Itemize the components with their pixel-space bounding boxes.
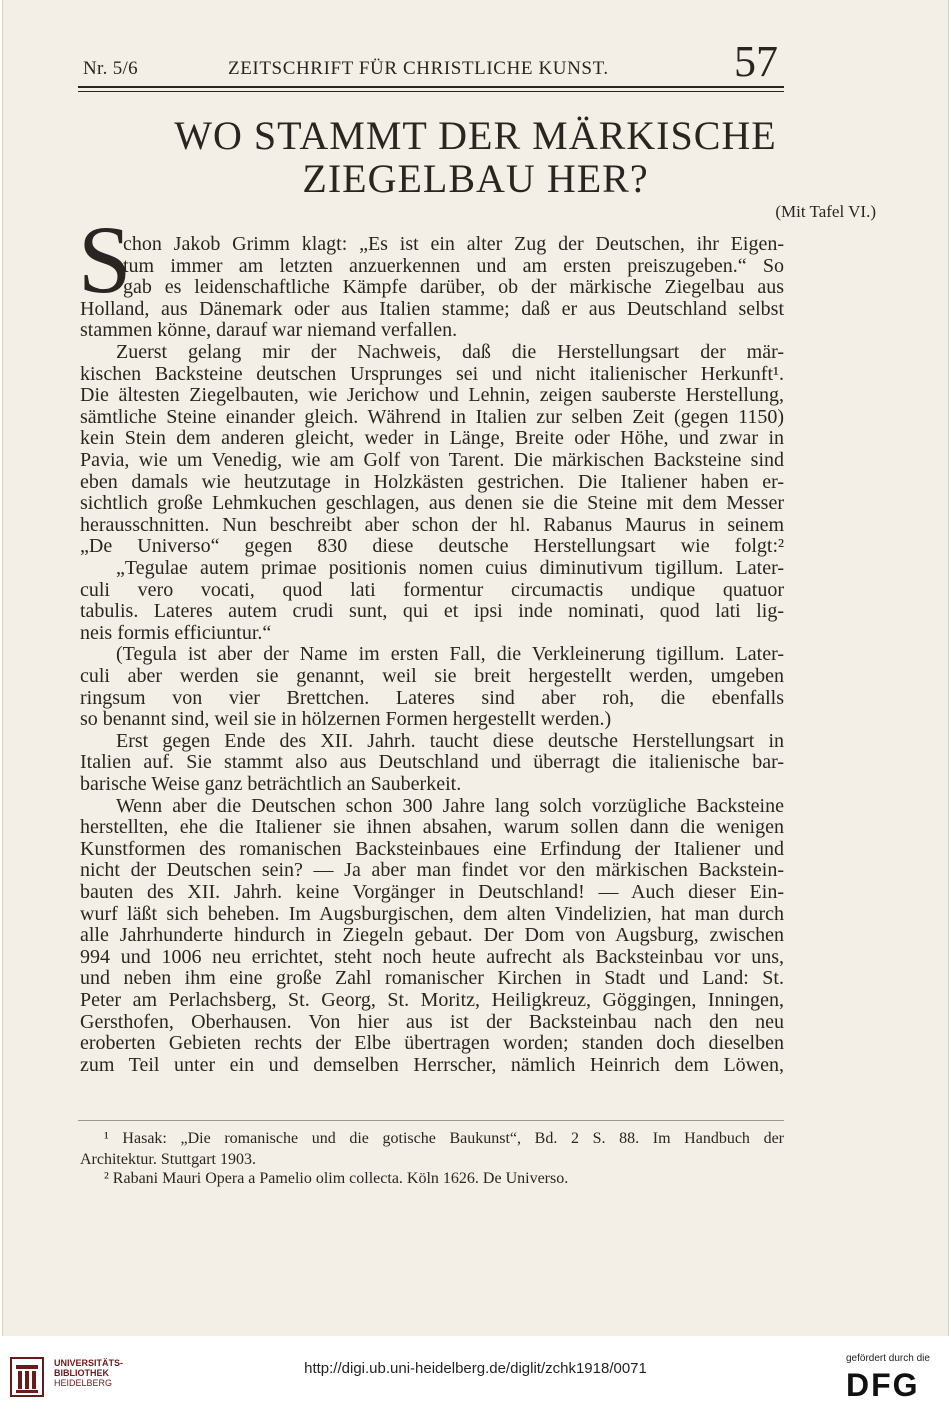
- funder-label: gefördert durch die: [846, 1353, 930, 1364]
- footnote-rule: [78, 1120, 784, 1121]
- body-line: alle Jahrhunderte hindurch in Ziegeln gebaut. Der Dom von Augsburg, zwischen: [80, 924, 784, 946]
- header-rule-thin: [78, 91, 784, 92]
- body-line: herstellten, ehe die Italiener sie ihnen absahen, warum sollen dann die wenigen: [80, 816, 784, 838]
- article-title-line-2: ZIEGELBAU HER?: [302, 156, 649, 201]
- journal-title: ZEITSCHRIFT FÜR CHRISTLICHE KUNST.: [228, 58, 609, 79]
- body-line: sichtlich große Lehmkuchen geschlagen, aus denen sie die Steine mit dem Messer: [80, 492, 784, 514]
- article-subtitle: [0, 202, 876, 222]
- body-line: so benannt sind, weil sie in hölzernen Formen hergestellt werden.): [80, 708, 612, 730]
- body-line: stammen könne, darauf war niemand verfallen.: [80, 319, 458, 341]
- body-line: Holland, aus Dänemark oder aus Italien stamme; daß er aus Deutschland selbst: [80, 298, 784, 320]
- body-line: eroberten Gebieten rechts der Elbe übertragen worden; standen doch dieselben: [80, 1032, 784, 1054]
- body-line: ringsum von vier Brettchen. Lateres sind aber roh, die ebenfalls: [80, 687, 784, 709]
- body-line: Zuerst gelang mir der Nachweis, daß die Herstellungsart der mär-: [116, 341, 784, 363]
- body-line: „Tegulae autem primae positionis nomen cuius diminutivum tigillum. Later-: [116, 557, 784, 579]
- body-line: herausschnitten. Nun beschreibt aber schon der hl. Rabanus Maurus in seinem: [80, 514, 784, 536]
- permalink-url[interactable]: http://digi.ub.uni-heidelberg.de/diglit/zchk1918/0071: [304, 1360, 647, 1377]
- body-line: kischen Backsteine deutschen Ursprunges sei und nicht italienischer Herkunft¹.: [80, 363, 784, 385]
- subtitle-text: (Mit Tafel VI.): [775, 202, 876, 221]
- issue-number: Nr. 5/6: [83, 58, 138, 79]
- body-line: Die ältesten Ziegelbauten, wie Jerichow und Lehnin, zeigen sauberste Herstellung,: [80, 384, 784, 406]
- article-title-line-1: WO STAMMT DER MÄRKISCHE: [174, 113, 777, 158]
- library-line-1: UNIVERSITÄTS-: [54, 1358, 124, 1368]
- body-line: kein Stein dem anderen gleicht, weder in Länge, Breite oder Höhe, und zwar in: [80, 427, 784, 449]
- body-line: culi vero vocati, quod lati formentur circumactis undique quatuor: [80, 579, 784, 601]
- library-line-2: BIBLIOTHEK: [54, 1368, 109, 1378]
- body-line: Kunstformen des romanischen Backsteinbaues eine Erfindung der Italiener und: [80, 838, 784, 860]
- header-rule: [78, 86, 784, 88]
- body-line: sämtliche Steine einander gleich. Während in Italien zur selben Zeit (gegen 1150): [80, 406, 784, 428]
- body-line: nicht der Deutschen sein? — Ja aber man findet vor den märkischen Backstein-: [80, 859, 784, 881]
- body-line: „De Universo“ gegen 830 diese deutsche Herstellungsart wie folgt:²: [80, 535, 784, 557]
- body-line: tum immer am letzten anzuerkennen und am ersten preiszugeben.“ So: [123, 255, 784, 277]
- body-line: Peter am Perlachsberg, St. Georg, St. Moritz, Heiligkreuz, Göggingen, Inningen,: [80, 989, 784, 1011]
- body-line: eben damals wie heutzutage in Holzkästen gestrichen. Die Italiener haben er-: [80, 471, 784, 493]
- body-line: und neben ihm eine große Zahl romanischer Kirchen in Stadt und Land: St.: [80, 967, 784, 989]
- body-line: gab es leidenschaftliche Kämpfe darüber, ob der märkische Ziegelbau aus: [123, 276, 784, 298]
- footnote-line: ² Rabani Mauri Opera a Pamelio olim collecta. Köln 1626. De Universo.: [104, 1170, 569, 1187]
- footnote-line: Architektur. Stuttgart 1903.: [80, 1151, 256, 1168]
- body-line: barische Weise ganz beträchtlich an Sauberkeit.: [80, 773, 462, 795]
- drop-cap: S: [78, 206, 132, 313]
- body-line: wurf läßt sich beheben. Im Augsburgischen, dem alten Vindelizien, hat man durch: [80, 903, 784, 925]
- body-line: Erst gegen Ende des XII. Jahrh. taucht diese deutsche Herstellungsart in: [116, 730, 784, 752]
- body-line: chon Jakob Grimm klagt: „Es ist ein alter Zug der Deutschen, ihr Eigen-: [123, 233, 784, 255]
- body-line: Wenn aber die Deutschen schon 300 Jahre lang solch vorzügliche Backsteine: [116, 795, 784, 817]
- body-line: 994 und 1006 neu errichtet, steht noch heute aufrecht als Backsteinbau vor uns,: [80, 946, 784, 968]
- body-line: Pavia, wie um Venedig, wie am Golf von Tarent. Die märkischen Backsteine sind: [80, 449, 784, 471]
- body-line: culi aber werden sie genannt, weil sie breit hergestellt werden, umgeben: [80, 665, 784, 687]
- footnote-line: ¹ Hasak: „Die romanische und die gotische Baukunst“, Bd. 2 S. 88. Im Handbuch der: [104, 1130, 784, 1147]
- body-line: tabulis. Lateres autem crudi sunt, qui et ipsi inde nominati, quod lati lig-: [80, 600, 784, 622]
- library-line-3: HEIDELBERG: [54, 1378, 113, 1388]
- body-line: Gersthofen, Oberhausen. Von hier aus ist der Backsteinbau nach den neu: [80, 1011, 784, 1033]
- body-line: zum Teil unter ein und demselben Herrscher, nämlich Heinrich dem Löwen,: [80, 1054, 784, 1076]
- body-line: Italien auf. Sie stammt also aus Deutschland und überragt die italienische bar-: [80, 751, 784, 773]
- body-line: (Tegula ist aber der Name im ersten Fall, die Verkleinerung tigillum. Later-: [116, 643, 784, 665]
- dfg-logo: DFG: [846, 1367, 920, 1403]
- page-number: 57: [734, 37, 778, 86]
- body-line: neis formis efficiuntur.“: [80, 622, 272, 644]
- body-line: bauten des XII. Jahrh. keine Vorgänger in Deutschland! — Auch dieser Ein-: [80, 881, 784, 903]
